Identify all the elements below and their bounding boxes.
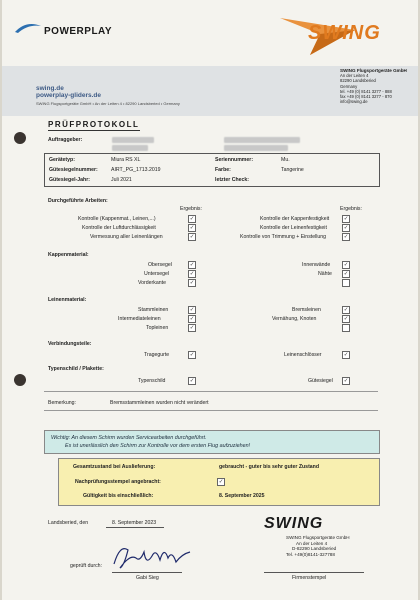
divider — [44, 391, 378, 392]
powerplay-glider-icon — [14, 20, 42, 36]
check-item-label: Kontrolle der Leinenfestigkeit — [260, 225, 327, 231]
checkbox[interactable]: ✓ — [343, 216, 349, 222]
powerplay-wordmark: POWERPLAY — [44, 26, 113, 37]
geraetetyp-value: Miura RS XL — [111, 157, 141, 163]
checkbox[interactable]: ✓ — [343, 262, 349, 268]
kappenmaterial-heading: Kappenmaterial: — [48, 252, 89, 258]
address-company: SWING Flugsportgeräte GmbH — [340, 68, 407, 73]
check-item-label: Kontrolle (Kappenmat., Leinen,...) — [78, 216, 156, 222]
checkbox-empty[interactable] — [342, 324, 350, 332]
checkbox-empty[interactable] — [342, 279, 350, 287]
ergebnis-label-right: Ergebnis: — [340, 206, 362, 212]
document-sheet — [2, 0, 418, 600]
punch-hole — [14, 374, 26, 386]
address-tel: tel. +49 (0) 8141 3277 - 888 — [340, 88, 392, 94]
check-item-label: Intermediateleinen — [118, 316, 161, 322]
checkbox[interactable]: ✓ — [189, 378, 195, 384]
signature-line — [112, 572, 182, 573]
punch-hole — [14, 132, 26, 144]
redacted-client — [112, 137, 154, 143]
checkbox[interactable]: ✓ — [189, 307, 195, 313]
checkbox[interactable]: ✓ — [343, 307, 349, 313]
company-stamp — [286, 535, 350, 557]
stamp-logo: SWING — [264, 515, 324, 532]
zustand-value: gebraucht - guter bis sehr guter Zustand — [219, 464, 320, 470]
auftraggeber-label: Auftraggeber: — [48, 137, 83, 143]
check-item-label: Innenwände — [302, 262, 331, 268]
bemerkung-label: Bemerkung: — [48, 400, 76, 406]
checkbox[interactable]: ✓ — [343, 225, 349, 231]
check-item-label: Nähte — [318, 271, 332, 277]
gueltig-label: Gültigkeit bis einschließlich: — [83, 493, 154, 499]
guetesiegel-jahr-label: Gütesiegel-Jahr: — [49, 177, 90, 183]
sender-line: SWING Flugsportgeräte GmbH • An der Leiten 4 • 82290 Landsberied • Germany — [36, 101, 180, 106]
checkbox[interactable]: ✓ — [189, 316, 195, 322]
checkbox[interactable]: ✓ — [189, 225, 195, 231]
check-item-label: Kontrolle der Luftdurchlässigkeit — [82, 225, 156, 231]
bemerkung-text: Bremsstammleinen wurden nicht verändert — [110, 400, 209, 406]
divider — [44, 410, 378, 411]
check-item-label: Stammleinen — [138, 307, 169, 313]
check-item-label: Vernähung, Knoten — [272, 316, 317, 322]
arbeiten-heading: Durchgeführte Arbeiten: — [48, 198, 108, 204]
firmenstempel-label: Firmenstempel — [292, 575, 327, 581]
guetesiegel-jahr-value: Juli 2021 — [111, 177, 132, 183]
checkbox[interactable]: ✓ — [189, 280, 195, 286]
checkbox[interactable]: ✓ — [189, 216, 195, 222]
check-item-label: Gütesiegel — [308, 378, 333, 384]
seriennummer-label: Seriennummer: — [215, 157, 254, 163]
checkbox[interactable]: ✓ — [189, 325, 195, 331]
document-title: PRÜFPROTOKOLL — [48, 120, 140, 129]
farbe-label: Farbe: — [215, 167, 231, 173]
powerplay-logo — [14, 20, 164, 42]
leinenmaterial-heading: Leinenmaterial: — [48, 297, 87, 303]
websites — [36, 85, 101, 99]
address-street: An der Leiten 4 — [340, 73, 369, 79]
stamp-tel: Tel. +49(0)8141-327788 — [286, 551, 335, 557]
address-email: info@swing.de — [340, 99, 368, 105]
check-item-label: Typenschild — [138, 378, 166, 384]
geprueft-label: geprüft durch: — [70, 563, 103, 569]
checkbox[interactable]: ✓ — [343, 271, 349, 277]
date-value: 8. September 2023 — [112, 520, 157, 526]
swing-logo — [260, 10, 410, 60]
stamp-company: SWING Flugsportgeräte GmbH — [286, 535, 350, 540]
warning-line-1: Wichtig: An diesem Schirm wurden Servicearbeiten durchgeführt. — [51, 435, 207, 441]
check-item-label: Untersegel — [144, 271, 170, 277]
guetesiegel-label: Gütesiegelnummer: — [49, 167, 98, 173]
swing-wordmark: SWING — [308, 22, 381, 44]
device-info-box — [44, 153, 380, 187]
signature-icon — [110, 540, 200, 572]
checkbox[interactable]: ✓ — [189, 352, 195, 358]
website-powerplay: powerplay-gliders.de — [36, 92, 102, 99]
company-address — [340, 68, 407, 104]
redacted-client — [224, 145, 288, 151]
farbe-value: Tangerine — [281, 167, 304, 173]
ergebnis-label-left: Ergebnis: — [180, 206, 202, 212]
date-line — [106, 527, 164, 528]
checkbox[interactable]: ✓ — [189, 234, 195, 240]
address-city: 82290 Landsberied — [340, 78, 376, 84]
check-item-label: Topleinen — [146, 325, 169, 331]
check-item-label: Kontrolle der Kappenfestigkeit — [260, 216, 330, 222]
checkbox[interactable]: ✓ — [343, 234, 349, 240]
guetesiegel-value: AIRT_PG_1713.2019 — [111, 167, 161, 173]
check-item-label: Obersegel — [148, 262, 172, 268]
check-item-label: Bremsleinen — [292, 307, 321, 313]
zustand-label: Gesamtzustand bei Auslieferung: — [73, 464, 156, 470]
address-country: Germany — [340, 83, 358, 89]
checkbox[interactable]: ✓ — [343, 316, 349, 322]
stamp-line — [264, 572, 364, 573]
summary-box — [58, 458, 380, 506]
stamp-city: D-82290 Landsberied — [292, 546, 337, 552]
check-item-label: Kontrolle von Trimmung + Einstellung — [240, 234, 327, 240]
place-label: Landsberied, den — [48, 520, 89, 526]
warning-line-2: Es ist unerlässlich den Schirm zur Kontrolle vor dem ersten Flug aufzuziehen! — [65, 443, 251, 449]
stempel-label: Nachprüfungsstempel angebracht: — [75, 479, 161, 485]
letzter-check-label: letzter Check: — [215, 177, 250, 183]
check-item-label: Vorderkante — [138, 280, 166, 286]
checkbox[interactable]: ✓ — [343, 378, 349, 384]
seriennummer-value: Mu. — [281, 157, 290, 163]
address-fax: fax +49 (0) 8141 3277 - 870 — [340, 94, 392, 100]
title-underline — [48, 130, 140, 131]
checkbox[interactable]: ✓ — [343, 352, 349, 358]
signer-name: Gabi Sieg — [136, 575, 159, 581]
checkbox[interactable]: ✓ — [189, 262, 195, 268]
check-item-label: Leinenschlösser — [284, 352, 322, 358]
typenschild-heading: Typenschild / Plakette: — [48, 366, 104, 372]
check-item-label: Tragegurte — [144, 352, 170, 358]
warning-box — [44, 430, 380, 454]
redacted-client — [224, 137, 300, 143]
geraetetyp-label: Gerätetyp: — [49, 157, 75, 163]
stamp-street: An der Leiten 4 — [296, 540, 328, 546]
checkbox[interactable]: ✓ — [189, 271, 195, 277]
verbindungsteile-heading: Verbindungsteile: — [48, 341, 92, 347]
check-item-label: Vermessung aller Leinenlängen — [90, 234, 163, 240]
website-swing: swing.de — [36, 85, 64, 92]
gueltig-value: 8. September 2025 — [219, 493, 265, 499]
redacted-client — [112, 145, 148, 151]
checkbox[interactable]: ✓ — [218, 479, 224, 485]
